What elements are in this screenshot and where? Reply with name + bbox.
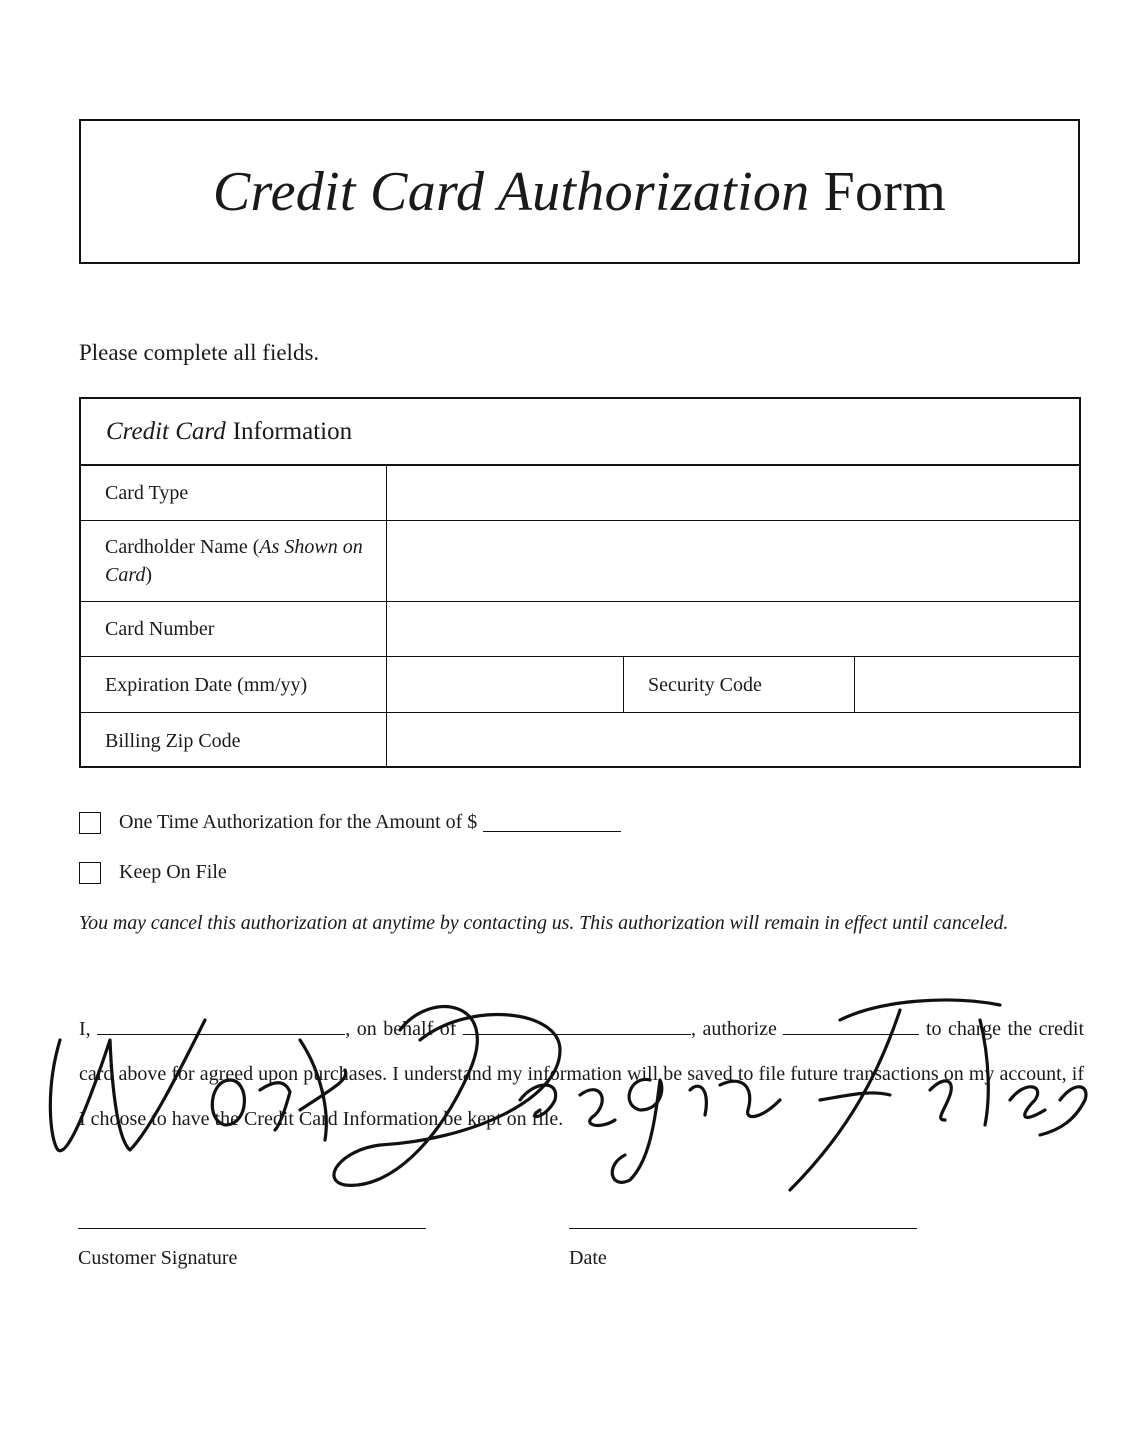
authorization-paragraph [79, 1007, 1084, 1142]
customer-signature-label: Customer Signature [78, 1247, 238, 1269]
auth-text-2: , on behalf of [345, 1018, 463, 1040]
cancel-note: You may cancel this authorization at anytime by contacting us. This authorization will remain in effect until canceled. [79, 912, 1009, 934]
card-type-row [81, 466, 1079, 521]
name-blank[interactable] [97, 1016, 345, 1035]
one-time-option [79, 811, 621, 834]
auth-text-1: I, [79, 1018, 98, 1040]
cardholder-name-row [81, 521, 1079, 602]
date-line[interactable] [569, 1228, 917, 1229]
billing-zip-label: Billing Zip Code [81, 713, 387, 768]
cardholder-name-label [81, 521, 387, 601]
form-title-regular: Form [823, 160, 947, 223]
form-title [79, 119, 1080, 264]
auth-text-4: to charge the credit card above for agreed upon purchases. I understand my information will be saved to file future transactions on my account, if I choose to have the Credit Card Information be kept on file. [79, 1018, 1085, 1130]
one-time-checkbox[interactable] [79, 812, 101, 834]
expiration-label: Expiration Date (mm/yy) [81, 657, 387, 712]
card-type-label: Card Type [81, 466, 387, 520]
card-number-field[interactable] [387, 602, 1079, 656]
cardholder-name-label-close: ) [145, 564, 153, 586]
amount-field[interactable] [483, 813, 621, 832]
expiration-field[interactable] [387, 657, 624, 712]
merchant-blank[interactable] [783, 1016, 919, 1035]
expiration-row [81, 657, 1079, 713]
table-header-regular: Information [232, 417, 353, 445]
card-type-field[interactable] [387, 466, 1079, 520]
cardholder-name-label-main: Cardholder Name ( [105, 536, 260, 558]
billing-zip-field[interactable] [387, 713, 1079, 768]
instruction-text: Please complete all fields. [79, 340, 320, 365]
keep-on-file-label: Keep On File [119, 861, 227, 883]
keep-on-file-option [79, 861, 227, 884]
card-number-label: Card Number [81, 602, 387, 656]
table-header [81, 399, 1079, 466]
customer-signature-line[interactable] [78, 1228, 426, 1229]
card-number-row [81, 602, 1079, 657]
auth-text-3: , authorize [690, 1018, 784, 1040]
form-title-italic: Credit Card Authorization [212, 160, 810, 223]
one-time-label: One Time Authorization for the Amount of $ [119, 811, 478, 833]
cardholder-name-label-italic: As Shown on Card [105, 536, 363, 586]
keep-on-file-checkbox[interactable] [79, 862, 101, 884]
credit-card-info-table [79, 397, 1081, 768]
date-label: Date [569, 1247, 607, 1269]
billing-zip-row [81, 713, 1079, 768]
behalf-blank[interactable] [463, 1016, 691, 1035]
security-code-label: Security Code [624, 657, 855, 712]
cardholder-name-field[interactable] [387, 521, 1079, 601]
security-code-field[interactable] [855, 657, 1079, 712]
table-header-italic: Credit Card [106, 417, 226, 445]
